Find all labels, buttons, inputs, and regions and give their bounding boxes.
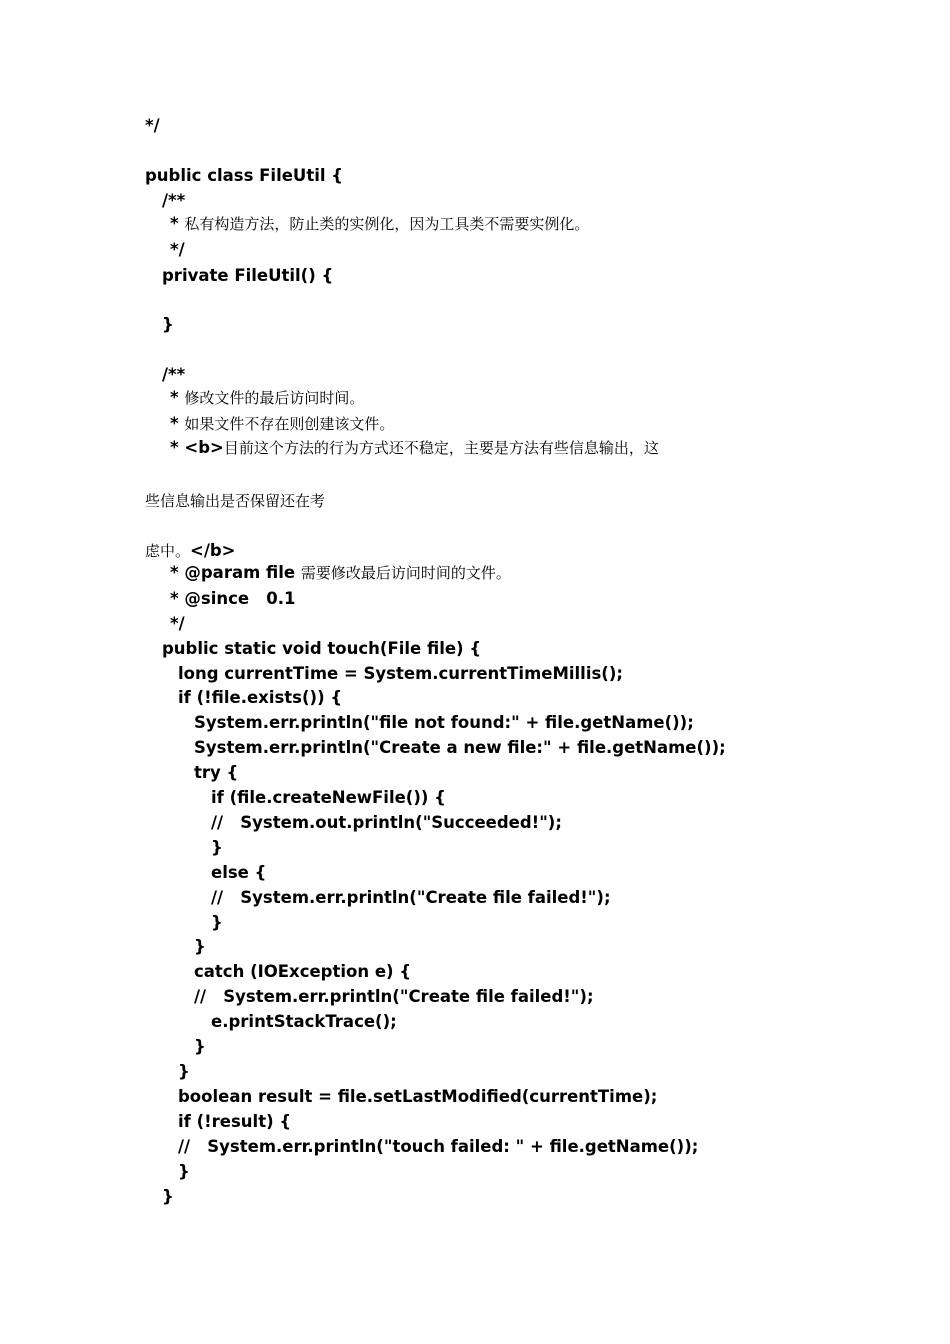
code-text: * @param file [170,563,301,582]
code-text: // System.err.println("Create file failed!"); [211,888,611,907]
comment-text: 目前这个方法的行为方式还不稳定，主要是方法有些信息输出，这 [223,439,659,457]
code-line [194,737,726,759]
code-line [178,663,623,685]
comment-text: 需要修改最后访问时间的文件。 [300,564,511,582]
code-line [211,912,223,934]
code-text: * @since 0.1 [170,589,296,608]
code-text: /** [162,365,186,384]
code-line [170,562,511,584]
code-line [170,613,185,635]
code-line [211,837,223,859]
code-text: catch (IOException e) { [194,962,412,981]
code-line [170,213,589,235]
code-line [162,190,185,212]
code-line [178,1111,291,1133]
code-text: System.err.println("Create a new file:" + file.getName()); [194,738,726,757]
code-text: public static void touch(File file) { [162,639,482,658]
code-text: } [194,937,206,956]
code-text: // System.err.println("Create file failed!"); [194,987,594,1006]
comment-text: 如果文件不存在则创建该文件。 [184,415,395,433]
code-line [145,490,325,512]
code-line [194,961,411,983]
code-line [170,387,364,409]
code-line [145,115,160,137]
code-line [178,1161,190,1183]
code-line [211,812,562,834]
code-text: public class FileUtil { [145,166,344,185]
code-text: } [178,1062,190,1081]
code-line [211,1011,397,1033]
code-line [211,862,266,884]
code-text: // System.out.println("Succeeded!"); [211,813,562,832]
code-text: try { [194,763,239,782]
code-text: private FileUtil() { [162,266,334,285]
code-line [162,364,185,386]
code-text: */ [170,614,185,633]
code-text: * [170,214,185,233]
code-text: */ [170,240,185,259]
code-text: </b> [190,541,236,560]
code-text: boolean result = file.setLastModified(currentTime); [178,1087,658,1106]
code-line [145,165,343,187]
code-line [194,762,238,784]
comment-text: 虑中。 [145,542,191,560]
code-text: * [170,414,185,433]
comment-text: 些信息输出是否保留还在考 [145,492,326,510]
code-line [178,1061,190,1083]
code-line [145,540,236,562]
code-line [178,1086,657,1108]
code-text: * [170,388,185,407]
code-text: * <b> [170,438,224,457]
code-text: } [211,913,223,932]
code-line [162,265,333,287]
code-line [170,413,394,435]
code-line [178,687,342,709]
comment-text: 修改文件的最后访问时间。 [184,389,365,407]
code-text: */ [145,116,160,135]
code-text: if (file.createNewFile()) { [211,788,446,807]
code-text: if (!result) { [178,1112,292,1131]
code-line [194,712,694,734]
code-line [178,1136,698,1158]
code-text: long currentTime = System.currentTimeMillis(); [178,664,623,683]
comment-text: 私有构造方法，防止类的实例化，因为工具类不需要实例化。 [184,215,590,233]
code-text: /** [162,191,186,210]
code-line [162,314,174,336]
code-text: System.err.println("file not found:" + file.getName()); [194,713,694,732]
code-line [194,1036,206,1058]
code-text: } [194,1037,206,1056]
code-text: // System.err.println("touch failed: " + file.getName()); [178,1137,699,1156]
code-line [162,638,481,660]
code-line [170,239,185,261]
code-text: if (!file.exists()) { [178,688,343,707]
code-text: } [211,838,223,857]
code-line [170,437,659,459]
code-text: } [162,315,174,334]
code-line [194,986,594,1008]
code-text: } [162,1187,174,1206]
code-text: else { [211,863,267,882]
code-line [194,936,206,958]
code-line [162,1186,174,1208]
code-line [211,787,446,809]
code-line [211,887,611,909]
code-text: e.printStackTrace(); [211,1012,397,1031]
code-line [170,588,296,610]
code-text: } [178,1162,190,1181]
